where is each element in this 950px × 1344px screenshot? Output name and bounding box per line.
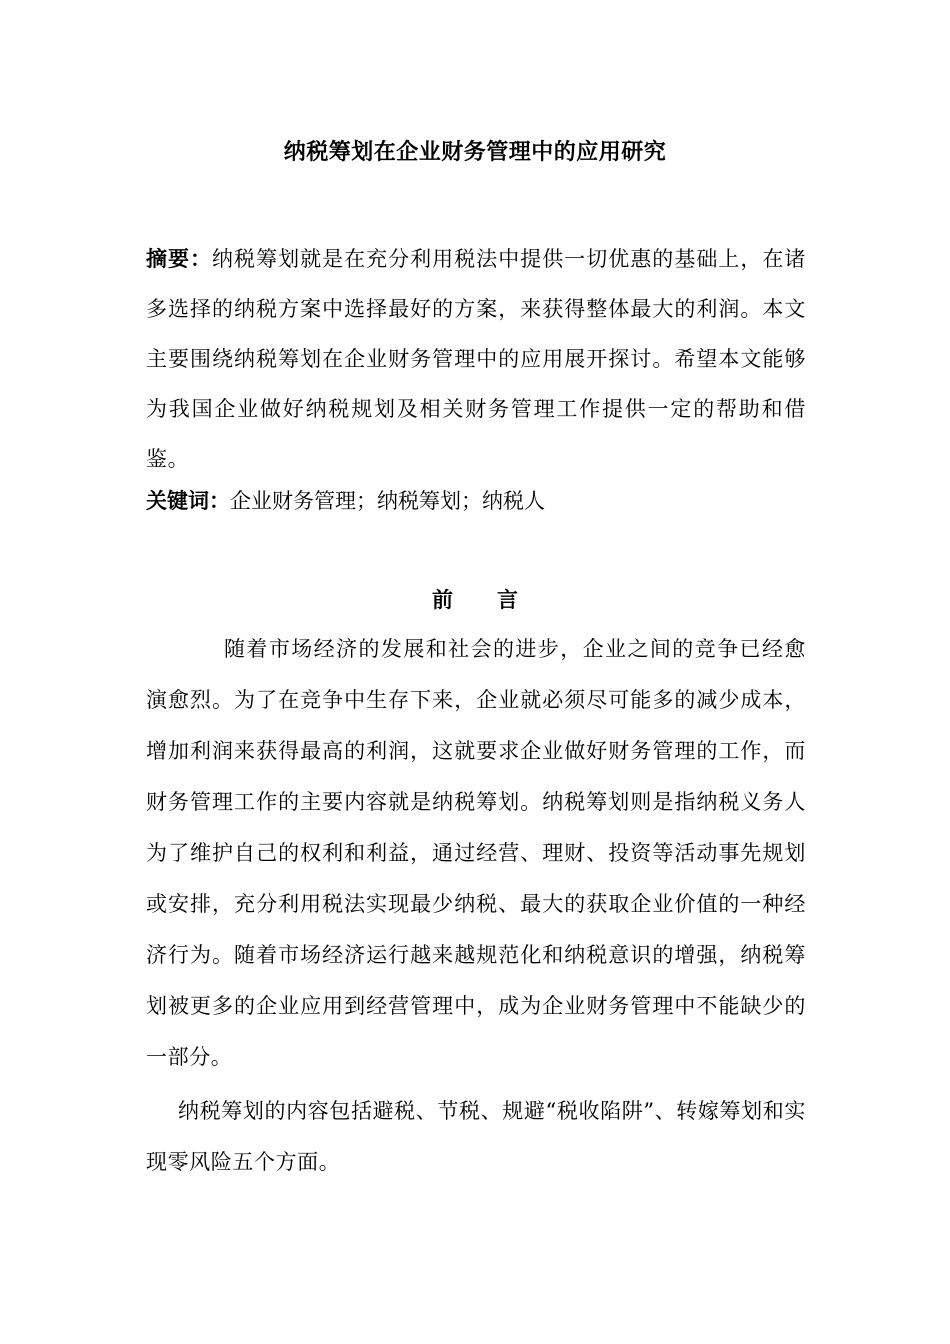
preface-heading xyxy=(0,584,950,616)
abstract-label: 摘要： xyxy=(146,246,213,271)
keywords-label: 关键词： xyxy=(146,488,230,513)
preface-heading-part1: 前 xyxy=(432,587,453,612)
document-title: 纳税筹划在企业财务管理中的应用研究 xyxy=(283,139,667,165)
preface-paragraph-1: 随着市场经济的发展和社会的进步，企业之间的竞争已经愈演愈烈。为了在竞争中生存下来，企业就必须尽可能多的减少成本，增加利润来获得最高的利润，这就要求企业做好财务管理的工作，而财务管理工作的主要内容就是纳税筹划。纳税筹划则是指纳税义务人为了维护自己的权利和利益，通过经营、理财、投资等活动事先规划或安排，充分利用税法实现最少纳税、最大的获取企业价值的一种经济行为。随着市场经济运行越来越规范化和纳税意识的增强，纳税筹划被更多的企业应用到经营管理中，成为企业财务管理中不能缺少的一部分。 xyxy=(146,637,806,1069)
abstract-text: 纳税筹划就是在充分利用税法中提供一切优惠的基础上，在诸多选择的纳税方案中选择最好的方案，来获得整体最大的利润。本文主要围绕纳税筹划在企业财务管理中的应用展开探讨。希望本文能够为我国企业做好纳税规划及相关财务管理工作提供一定的帮助和借鉴。 xyxy=(146,247,806,471)
keywords-line xyxy=(146,476,806,526)
keywords-text: 企业财务管理；纳税筹划；纳税人 xyxy=(230,489,545,513)
preface-paragraph-2: 纳税筹划的内容包括避税、节税、规避“税收陷阱”、转嫁筹划和实现零风险五个方面。 xyxy=(146,1099,806,1174)
abstract-paragraph xyxy=(146,234,806,484)
preface-heading-part2: 言 xyxy=(497,587,518,612)
